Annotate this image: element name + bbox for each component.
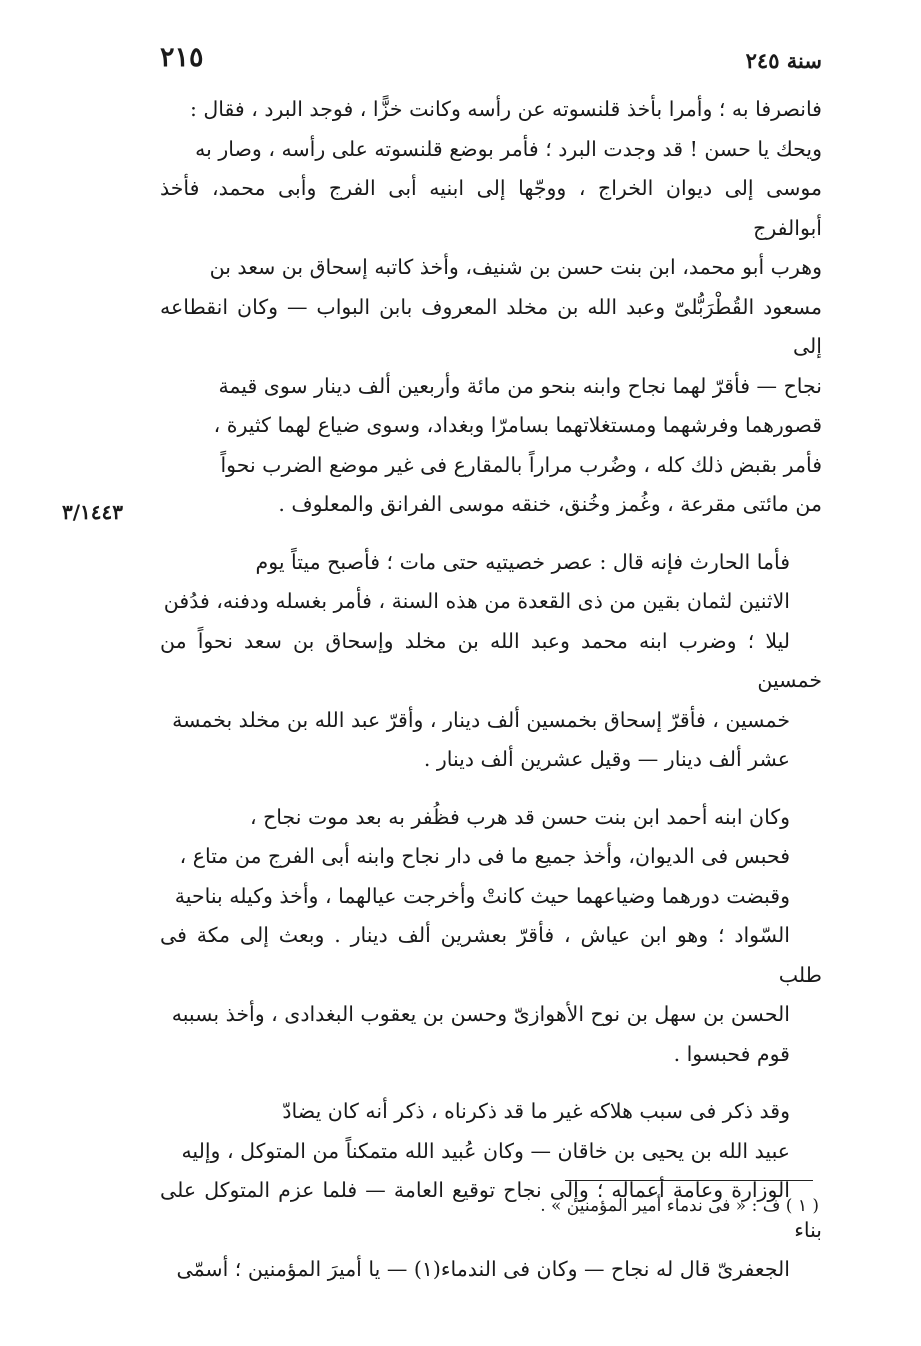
main-text xyxy=(160,90,822,1308)
text-line: الاثنين لثمان بقين من ذى القعدة من هذه السنة ، فأمر بغسله ودفنه، فدُفن xyxy=(163,589,790,613)
text-line: الحسن بن سهل بن نوح الأهوازىّ وحسن بن يعقوب البغدادى ، وأخذ بسببه xyxy=(171,1002,790,1026)
text-line: ويحك يا حسن ! قد وجدت البرد ؛ فأمر بوضع قلنسوته على رأسه ، وصار به xyxy=(195,136,822,161)
paragraph-4 xyxy=(160,1092,822,1290)
text-line: خمسين ، فأقرّ إسحاق بخمسين ألف دينار ، وأقرّ عبد الله بن مخلد بخمسة xyxy=(172,707,790,732)
margin-reference: ٣/١٤٤٣ xyxy=(62,500,124,524)
text-line: وكان ابنه أحمد ابن بنت حسن قد هرب فظُفر به بعد موت نجاح ، xyxy=(249,804,790,829)
text-line: فأمر بقبض ذلك كله ، وضُرب مراراً بالمقارع فى غير موضع الضرب نحواً xyxy=(220,452,822,477)
text-line: نجاح — فأقرّ لهما نجاح وابنه بنحو من مائة وأربعين ألف دينار سوى قيمة xyxy=(218,373,822,398)
text-line: وهرب أبو محمد، ابن بنت حسن بن شنيف، وأخذ كاتبه إسحاق بن سعد بن xyxy=(209,255,822,279)
text-line: من مائتى مقرعة ، وغُمز وخُنق، خنقه موسى الفرانق والمعلوف . xyxy=(278,492,822,516)
paragraph-2 xyxy=(160,543,822,780)
text-line: فأما الحارث فإنه قال : عصر خصيتيه حتى مات ؛ فأصبح ميتاً يوم xyxy=(255,549,790,574)
paragraph-3 xyxy=(160,798,822,1075)
text-line: فانصرفا به ؛ وأمرا بأخذ قلنسوته عن رأسه وكانت خزًّا ، فوجد البرد ، فقال : xyxy=(189,97,822,121)
text-line: قصورهما وفرشهما ومستغلاتهما بسامرّا وبغداد، وسوى ضياع لهما كثيرة ، xyxy=(213,413,822,437)
paragraph-1 xyxy=(160,90,822,525)
footnote: ( ١ ) ف : « فى ندماء أمير المؤمنين » . xyxy=(540,1196,819,1216)
text-line: عشر ألف دينار — وقيل عشرين ألف دينار . xyxy=(423,747,790,771)
text-line: فحبس فى الديوان، وأخذ جميع ما فى دار نجاح وابنه أبى الفرج من متاع ، xyxy=(179,844,790,868)
page-number: ٢١٥ xyxy=(160,42,204,73)
text-line: مسعود القُطْرَبُّلىّ وعبد الله بن مخلد المعروف بابن البواب — وكان انقطاعه إلى xyxy=(160,294,822,358)
text-line: ليلا ؛ وضرب ابنه محمد وعبد الله بن مخلد وإسحاق بن سعد نحواً من خمسين xyxy=(160,628,822,692)
text-line: موسى إلى ديوان الخراج ، ووجّها إلى ابنيه أبى الفرج وأبى محمد، فأخذ أبوالفرج xyxy=(160,176,822,240)
text-line: عبيد الله بن يحيى بن خاقان — وكان عُبيد الله متمكناً من المتوكل ، وإليه xyxy=(181,1138,790,1163)
text-line: قوم فحبسوا . xyxy=(673,1041,790,1066)
text-line: الوزارة وعامة أعماله ؛ وإلى نجاح توقيع العامة — فلما عزم المتوكل على بناء xyxy=(160,1178,822,1242)
text-line: وقد ذكر فى سبب هلاكه غير ما قد ذكرناه ، ذكر أنه كان يضادّ xyxy=(282,1099,790,1123)
text-line: الجعفرىّ قال له نجاح — وكان فى الندماء(١) — يا أميرَ المؤمنين ؛ أسمّى xyxy=(176,1257,790,1281)
text-line: السّواد ؛ وهو ابن عياش ، فأقرّ بعشرين ألف دينار . وبعث إلى مكة فى طلب xyxy=(160,923,822,987)
running-head xyxy=(160,42,822,82)
text-line: وقبضت دورهما وضياعهما حيث كانتْ وأخرجت عيالهما ، وأخذ وكيله بناحية xyxy=(174,883,790,908)
footnote-rule xyxy=(565,1180,813,1181)
year-label: سنة ٢٤٥ xyxy=(745,48,822,73)
